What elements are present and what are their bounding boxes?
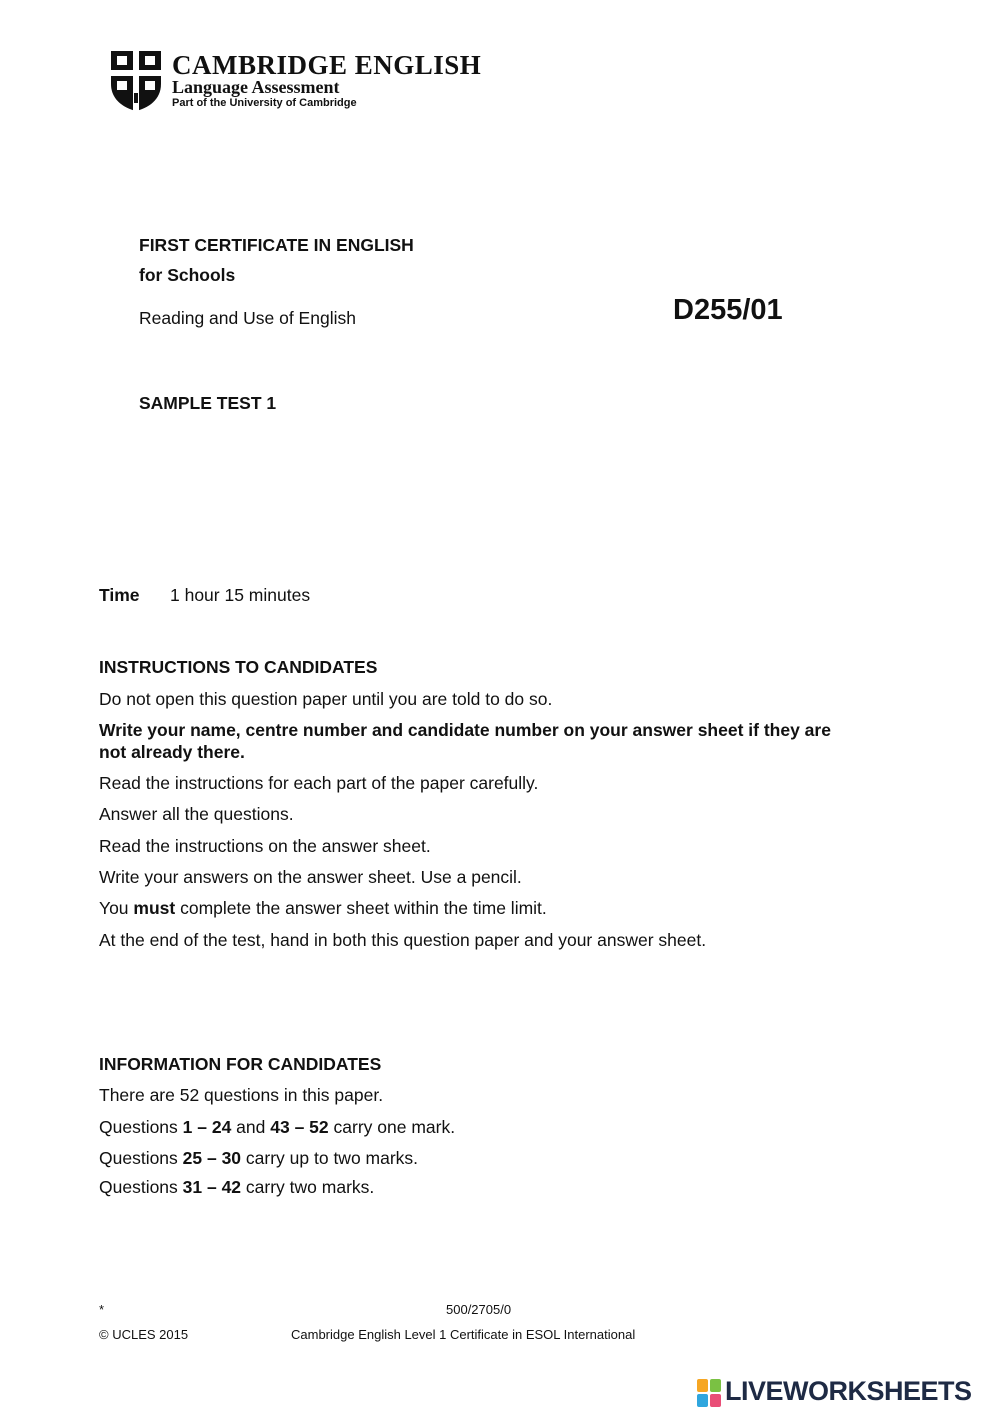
text-segment: complete the answer sheet within the time limit. [175, 898, 547, 918]
exam-subtitle: for Schools [139, 265, 236, 285]
information-heading: INFORMATION FOR CANDIDATES [99, 1054, 382, 1074]
time-label: Time [99, 585, 140, 605]
time-value: 1 hour 15 minutes [170, 585, 311, 605]
sample-test-label: SAMPLE TEST 1 [139, 393, 277, 413]
footer-asterisk: * [99, 1302, 105, 1317]
text-segment: carry two marks. [241, 1177, 375, 1197]
logo-small-text: Part of the University of Cambridge [172, 97, 357, 109]
instructions-heading: INSTRUCTIONS TO CANDIDATES [99, 657, 378, 677]
liveworksheets-brand-text: LIVEWORKSHEETS [725, 1376, 972, 1406]
text-segment-bold: 25 – 30 [182, 1148, 242, 1168]
information-line: There are 52 questions in this paper. [99, 1085, 384, 1105]
footer-copyright: © UCLES 2015 [99, 1327, 189, 1342]
text-segment: and [231, 1117, 271, 1137]
instruction-line: Read the instructions on the answer sheet. [99, 836, 431, 856]
information-line [99, 1116, 455, 1138]
paper-name: Reading and Use of English [139, 308, 356, 328]
text-segment: You [99, 898, 134, 918]
paper-code: D255/01 [673, 294, 783, 326]
instruction-line: Read the instructions for each part of the paper carefully. [99, 773, 539, 793]
footer-reference: 500/2705/0 [446, 1302, 512, 1317]
information-line [99, 1147, 418, 1169]
instruction-line: Do not open this question paper until you are told to do so. [99, 689, 553, 709]
text-segment-bold: 1 – 24 [182, 1117, 232, 1137]
text-segment-bold: must [133, 898, 176, 918]
instruction-line-bold: Write your name, centre number and candidate number on your answer sheet if they are [99, 720, 831, 740]
logo-sub-text: Language Assessment [172, 77, 340, 97]
text-segment: carry one mark. [328, 1117, 456, 1137]
cambridge-shield-icon [110, 50, 162, 112]
instruction-line: Write your answers on the answer sheet. Use a pencil. [99, 867, 522, 887]
instruction-line: Answer all the questions. [99, 804, 294, 824]
instruction-line-bold: not already there. [99, 742, 245, 762]
cambridge-english-logo [110, 50, 490, 114]
text-segment: Questions [99, 1117, 183, 1137]
information-line [99, 1176, 374, 1198]
liveworksheets-logo [697, 1376, 997, 1412]
footer-description: Cambridge English Level 1 Certificate in ESOL International [291, 1327, 636, 1342]
text-segment: Questions [99, 1177, 183, 1197]
logo-main-text: CAMBRIDGE ENGLISH [172, 50, 482, 80]
text-segment-bold: 31 – 42 [182, 1177, 242, 1197]
liveworksheets-blocks-icon [697, 1379, 721, 1407]
exam-title: FIRST CERTIFICATE IN ENGLISH [139, 235, 414, 255]
text-segment: Questions [99, 1148, 183, 1168]
text-segment-bold: 43 – 52 [270, 1117, 329, 1137]
instruction-line: At the end of the test, hand in both this question paper and your answer sheet. [99, 930, 707, 950]
instruction-line [99, 897, 547, 919]
text-segment: carry up to two marks. [241, 1148, 419, 1168]
